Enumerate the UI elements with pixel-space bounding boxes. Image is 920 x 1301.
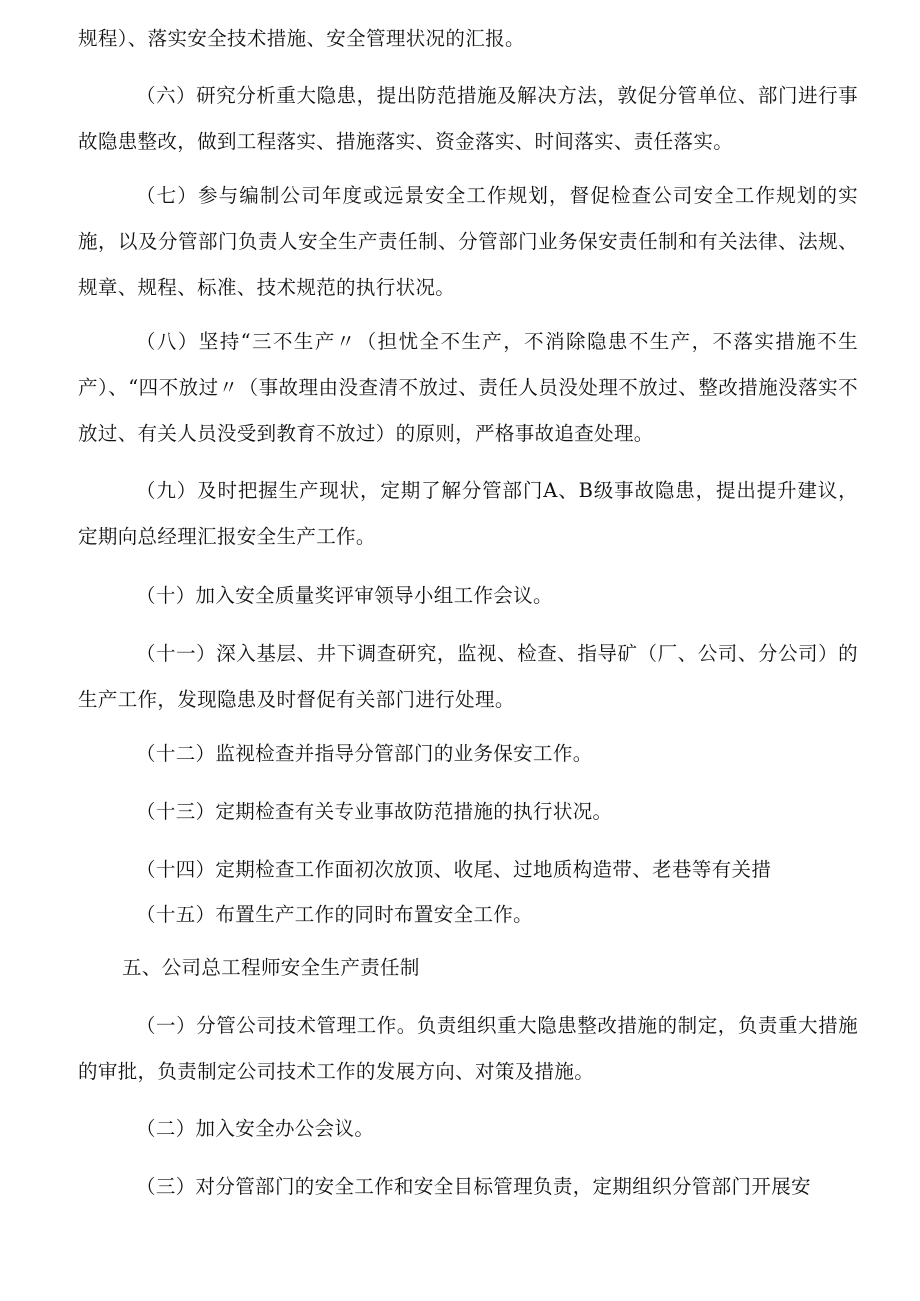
paragraph-item-10: （十）加入安全质量奖评审领导小组工作会议。 (136, 584, 553, 607)
paragraph-item-8: （八）坚持“三不生产〃（担忧全不生产，不消除隐患不生产，不落实措施不生产）、“四不放过〃（事故理由没查清不放过、责任人员没处理不放过、整改措施没落实不放过、有关人员没受到教育不放过）的原则，严格事故追查处理。 (78, 330, 858, 445)
paragraph-item-7: （七）参与编制公司年度或远景安全工作规划，督促检查公司安全工作规划的实施，以及分管部门负责人安全生产责任制、分管部门业务保安责任制和有关法律、法规、规章、规程、标准、技术规范的执行状况。 (78, 184, 858, 299)
paragraph-continuation: 规程）、落实安全技术措施、安全管理状况的汇报。 (78, 27, 525, 50)
paragraph-item-6: （六）研究分析重大隐患，提出防范措施及解决方法，敦促分管单位、部门进行事故隐患整改，做到工程落实、措施落实、资金落实、时间落实、责任落实。 (78, 84, 858, 153)
paragraph-item-3: （三）对分管部门的安全工作和安全目标管理负责，定期组织分管部门开展安 (136, 1175, 811, 1198)
paragraph-item-2: （二）加入安全办公会议。 (136, 1117, 375, 1140)
paragraph-item-11: （十一）深入基层、井下调查研究，监视、检查、指导矿（厂、公司、分公司）的生产工作，发现隐患及时督促有关部门进行处理。 (78, 642, 858, 711)
paragraph-item-15: （十五）布置生产工作的同时布置安全工作。 (136, 903, 534, 926)
paragraph-item-1: （一）分管公司技术管理工作。负责组织重大隐患整改措施的制定，负责重大措施的审批，负责制定公司技术工作的发展方向、对策及措施。 (78, 1014, 858, 1083)
section-heading: 五、公司总工程师安全生产责任制 (122, 956, 420, 979)
paragraph-item-9: （九）及时把握生产现状，定期了解分管部门A、B级事故隐患，提出提升建议，定期向总经理汇报安全生产工作。 (78, 479, 858, 548)
paragraph-item-12: （十二）监视检查并指导分管部门的业务保安工作。 (136, 742, 593, 765)
paragraph-item-14: （十四）定期检查工作面初次放顶、收尾、过地质构造带、老巷等有关措 (136, 858, 772, 881)
paragraph-item-13: （十三）定期检查有关专业事故防范措施的执行状况。 (136, 800, 613, 823)
